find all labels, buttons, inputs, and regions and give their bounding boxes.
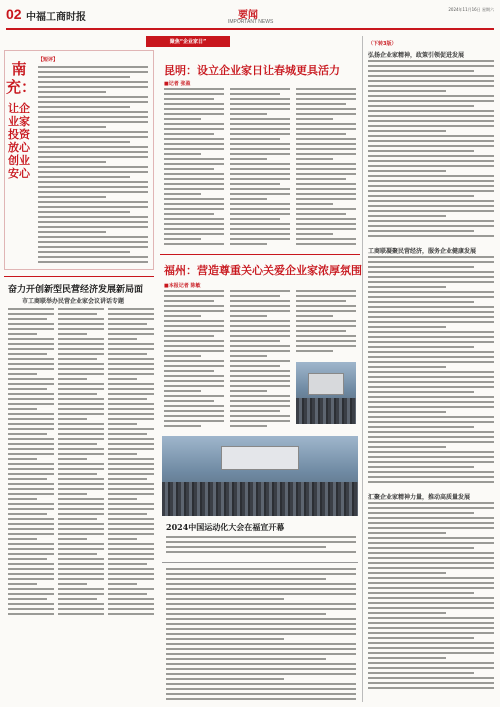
bottom-news-text (166, 568, 356, 702)
kunming-headline: 昆明：设立企业家日让春城更具活力 (164, 64, 340, 77)
comment-tag: 【短评】 (38, 57, 59, 63)
fuzhou-photo (296, 362, 356, 424)
kunming-col-1 (164, 88, 224, 248)
right-article-1-headline: 弘扬企业家精神，政策引领促进发展 (368, 52, 465, 59)
commentary-headline (6, 60, 37, 240)
fuzhou-reporter: ■本报记者 陈敏 (164, 283, 201, 289)
commentary-city: 南充： (6, 60, 37, 96)
issue-meta: 2024年11月16日 星期六 (448, 7, 494, 12)
private-economy-col-1 (8, 308, 54, 702)
event-photo (162, 436, 358, 516)
page-number: 02 (6, 6, 22, 22)
divider-bottom-news (162, 562, 358, 563)
kunming-col-2 (230, 88, 290, 248)
event-headline: 2024中国运动化大会在福宣开幕 (166, 522, 285, 532)
right-col-tag: （下转3版） (368, 41, 397, 47)
private-economy-headline: 奋力开创新型民营经济发展新局面 (8, 285, 144, 295)
commentary-text (38, 66, 148, 266)
right-article-3-text (368, 502, 494, 702)
divider-fuzhou (160, 254, 360, 255)
private-economy-col-3 (108, 308, 154, 702)
fuzhou-headline: 福州：营造尊重关心关爱企业家浓厚氛围 (164, 264, 362, 277)
private-economy-col-2 (58, 308, 104, 702)
fuzhou-col-2 (230, 290, 290, 430)
right-article-1-text (368, 60, 494, 240)
commentary-body: 让企业家投资放心创业安心 (8, 102, 30, 180)
private-economy-subhead: 市工商联举办民营企业家会议讲话专题 (22, 298, 125, 305)
fuzhou-col-3 (296, 290, 356, 360)
kunming-col-3 (296, 88, 356, 248)
paper-name: 中福工商时报 (26, 12, 86, 23)
right-article-2-text (368, 256, 494, 486)
event-text-top (166, 536, 356, 558)
section-name: 要闻 (238, 10, 258, 21)
section-name-en: IMPORTANT NEWS (228, 19, 274, 25)
fuzhou-col-1 (164, 290, 224, 430)
kunming-reporter: ■记者 张盈 (164, 81, 191, 87)
right-article-2-headline: 工商联凝聚民营经济，服务企业健康发展 (368, 248, 477, 255)
right-column-divider (362, 36, 363, 702)
right-article-3-headline: 汇聚企业家精神力量，推动高质量发展 (368, 494, 471, 501)
masthead (6, 4, 494, 30)
topic-banner: 聚焦“企业家日” (146, 36, 230, 47)
divider-private-economy (4, 276, 154, 277)
